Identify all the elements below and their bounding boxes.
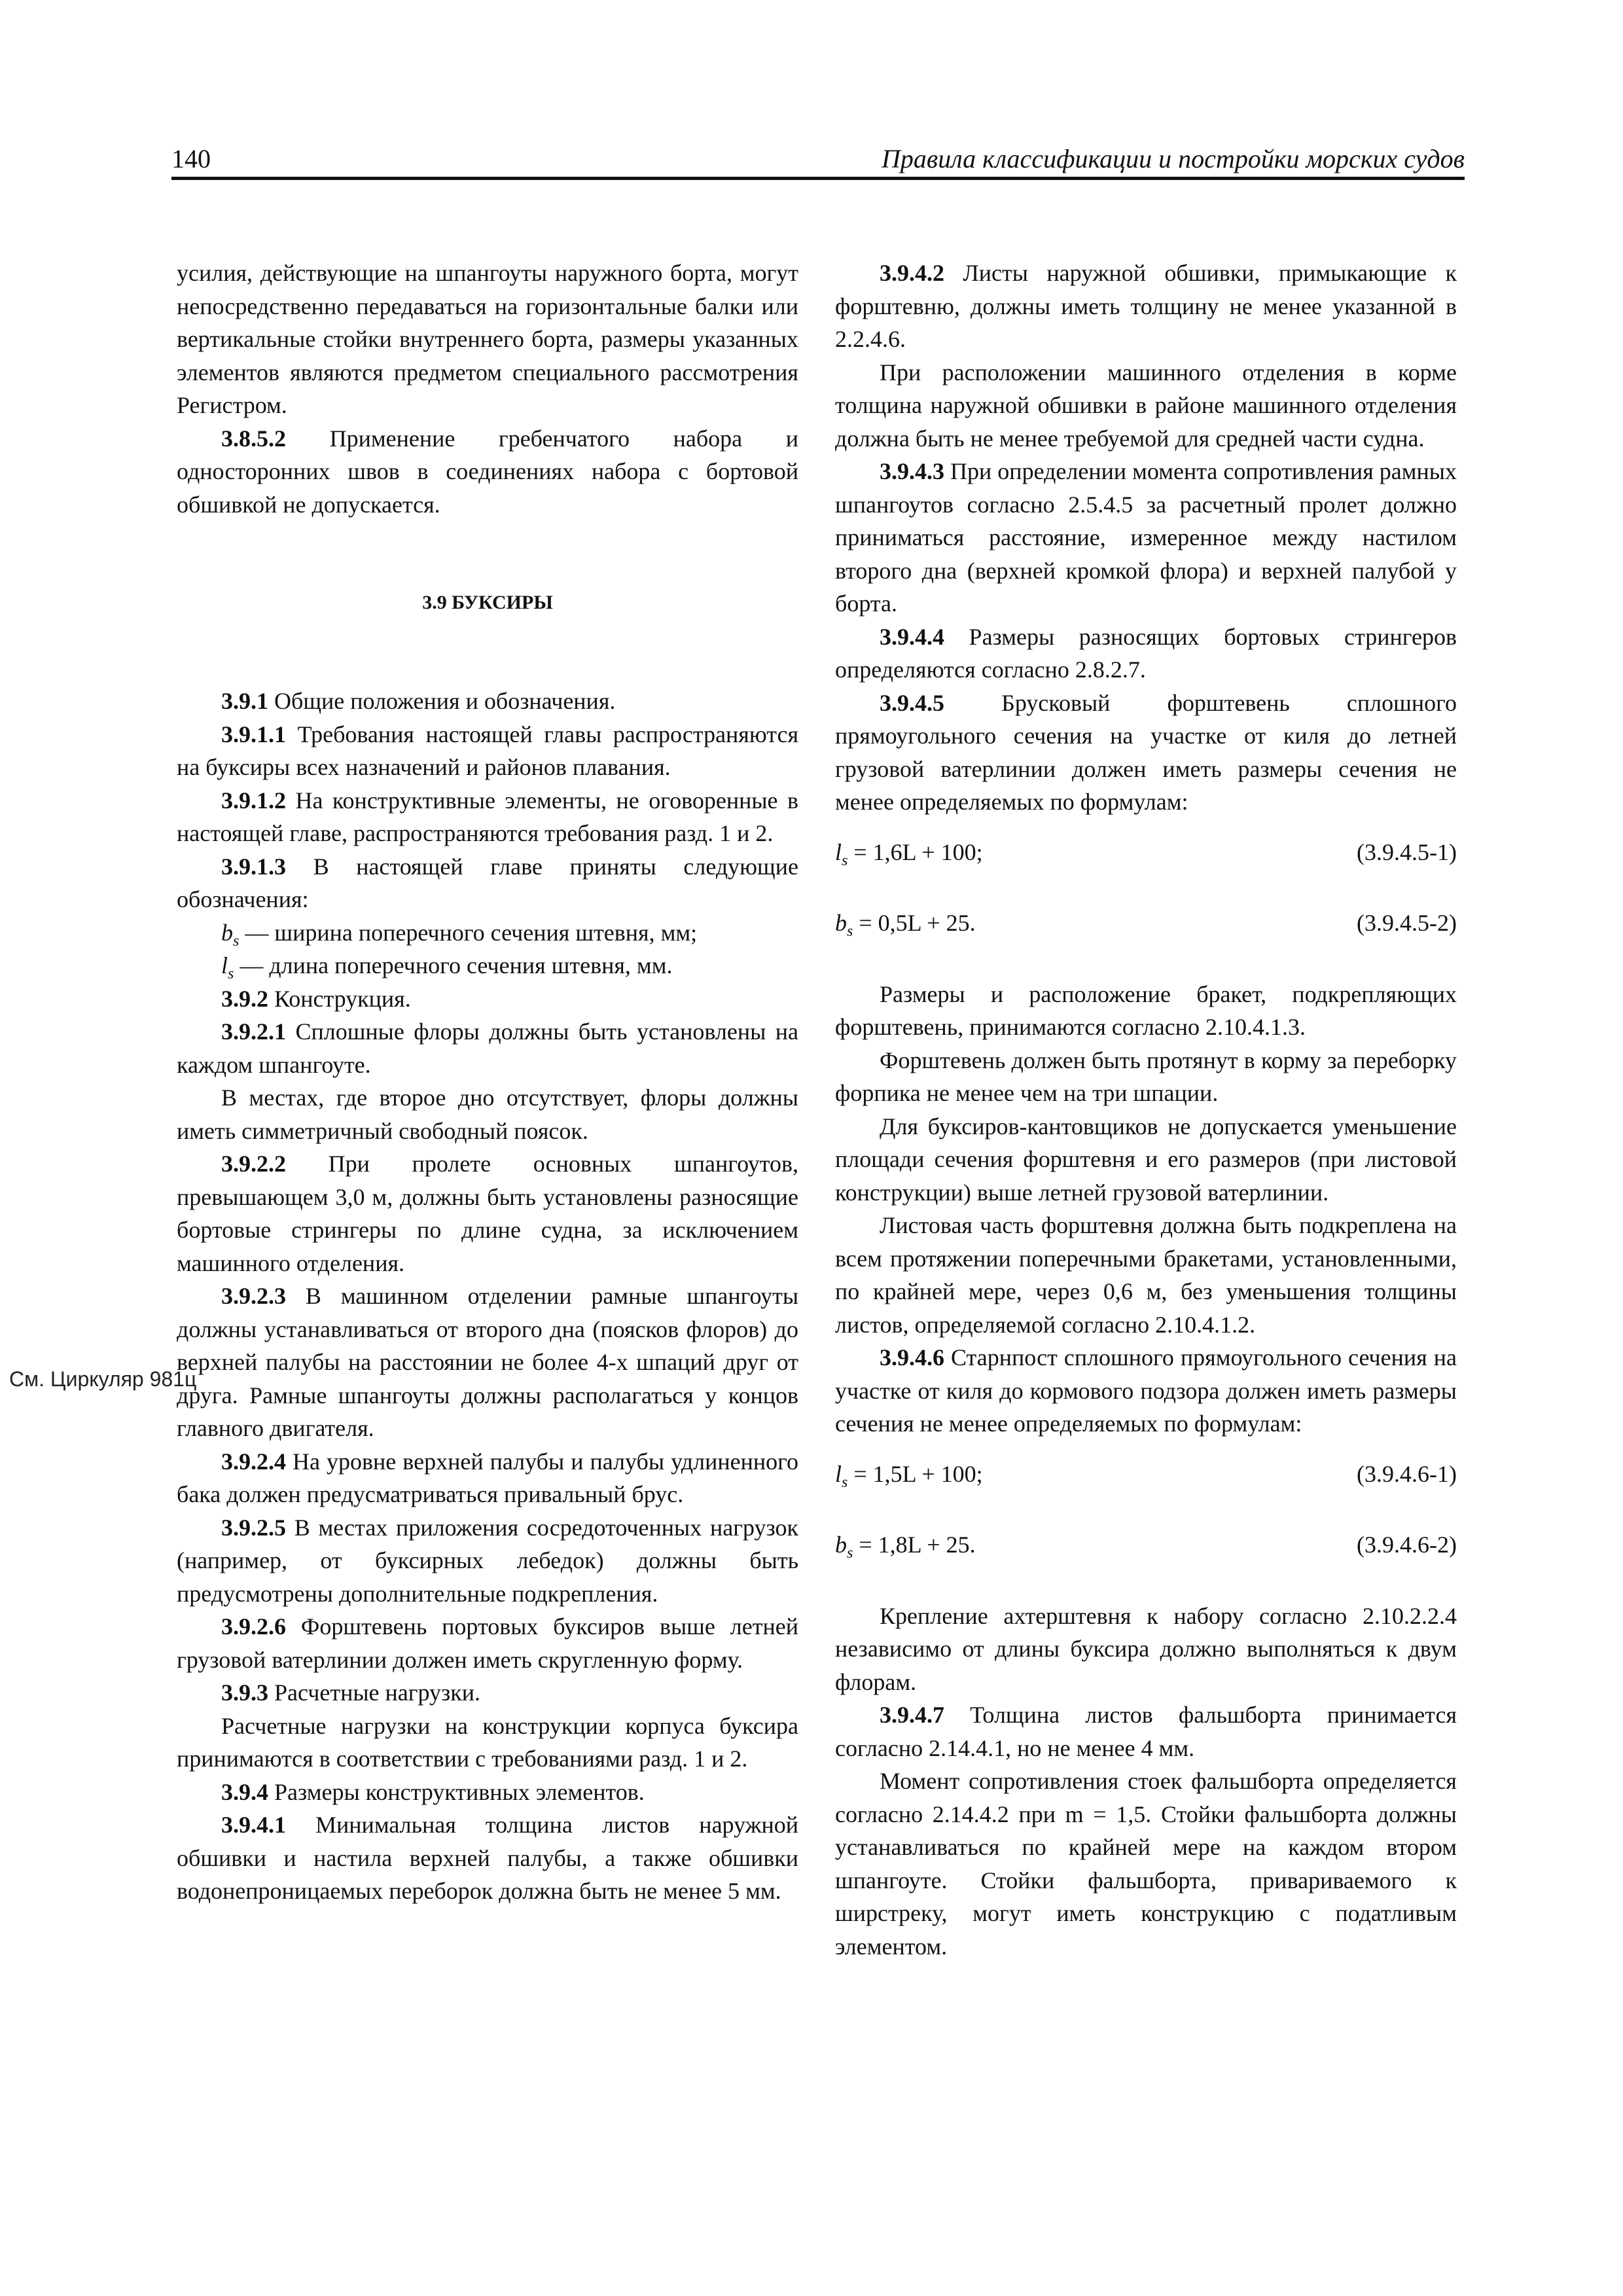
paragraph-3-9-4-1: [177, 1808, 798, 1908]
paragraph-3-9-1-3: [177, 850, 798, 916]
clause-text: Размеры конструктивных элементов.: [268, 1778, 645, 1805]
paragraph-3-9-3-b: Расчетные нагрузки на конструкции корпуса буксира принимаются в соответствии с требованиями разд. 1 и 2.: [177, 1712, 798, 1772]
formula-subscript: s: [842, 852, 848, 869]
page-number: 140: [171, 144, 211, 173]
paragraph-3-9-4-2-b: При расположении машинного отделения в корме толщина наружной обшивки в районе машинного отделения должна быть не менее требуемой для средней части судна.: [835, 359, 1457, 452]
clause-number: 3.9.2.3: [221, 1283, 286, 1309]
formula-expression: [835, 836, 983, 869]
clause-text: Конструкция.: [268, 985, 411, 1012]
formula-subscript: s: [842, 1473, 848, 1491]
paragraph-3-9-2-6: [177, 1610, 798, 1676]
clause-number: 3.9.4.5: [880, 689, 944, 716]
formula-symbol: l: [835, 1460, 842, 1487]
paragraph-3-8-5-2: [177, 422, 798, 522]
definition-ls: [177, 949, 798, 982]
formula-number: (3.9.4.6-2): [1357, 1532, 1457, 1558]
clause-text: При определении момента сопротивления рамных шпангоутов согласно 2.5.4.5 за расчетный пролет должно приниматься расстояние, измеренное между настилом второго дна (верхней кромкой флора) и верхней палубой у борта.: [835, 458, 1457, 617]
paragraph-3-9-1: [177, 685, 798, 718]
formula-rhs: = 1,6L + 100;: [847, 838, 983, 865]
paragraph-3-9-2-2: [177, 1147, 798, 1280]
clause-text: В настоящей главе приняты следующие обозначения:: [177, 853, 798, 912]
paragraph-3-9-4: [177, 1776, 798, 1809]
section-title: 3.9 БУКСИРЫ: [422, 592, 553, 613]
paragraph-plate-stem: Листовая часть форштевня должна быть подкреплена на всем протяжении поперечными бракетами, установленными, по крайней мере, через 0,6 м, без уменьшения толщины листов, определяемой согласно 2.10.4.1.2.: [835, 1212, 1457, 1338]
formula-expression: [835, 1458, 983, 1491]
paragraph-sternpost-fixing: Крепление ахтерштевня к набору согласно 2.10.2.2.4 независимо от длины буксира должно выполняться к двум флорам.: [835, 1602, 1457, 1695]
symbol-subscript: s: [228, 965, 234, 983]
formula-rhs: = 0,5L + 25.: [853, 910, 976, 936]
clause-text: При пролете основных шпангоутов, превышающем 3,0 м, должны быть установлены разносящие бортовые стрингеры по длине судна, за исключением машинного отделения.: [177, 1151, 798, 1276]
formula-symbol: l: [835, 838, 842, 865]
paragraph-3-9-1-1: [177, 718, 798, 784]
clause-number: 3.9.4.6: [880, 1344, 944, 1371]
formula-number: (3.9.4.5-2): [1357, 910, 1457, 936]
paragraph-3-9-2-1: [177, 1015, 798, 1081]
running-title: Правила классификации и постройки морских судов: [881, 144, 1465, 173]
clause-text: Применение гребенчатого набора и односторонних швов в соединениях набора с бортовой обшивкой не допускается.: [177, 425, 798, 518]
clause-number: 3.9.3: [221, 1679, 268, 1706]
clause-text: На уровне верхней палубы и палубы удлиненного бака должен предусматриваться привальный брус.: [177, 1448, 798, 1507]
definition-text: — ширина поперечного сечения штевня, мм;: [239, 919, 698, 946]
left-column: [177, 257, 798, 1908]
clause-number: 3.9.4.4: [880, 623, 944, 650]
clause-number: 3.9.4.2: [880, 260, 944, 286]
paragraph-3-9-2-5: [177, 1511, 798, 1611]
clause-text: На конструктивные элементы, не оговоренные в настоящей главе, распространяются требования разд. 1 и 2.: [177, 787, 798, 846]
header-rule: [171, 177, 1465, 180]
clause-text: Расчетные нагрузки.: [268, 1679, 481, 1706]
paragraph-3-9-4-6: [835, 1341, 1457, 1441]
clause-number: 3.9.2.5: [221, 1514, 286, 1541]
clause-number: 3.9.2.4: [221, 1448, 286, 1475]
clause-text: Форштевень портовых буксиров выше летней грузовой ватерлинии должен иметь скругленную форму.: [177, 1613, 798, 1673]
formula-3-9-4-5-1: [835, 836, 1457, 869]
paragraph-forepeak: Форштевень должен быть протянут в корму за переборку форпика не менее чем на три шпации.: [835, 1047, 1457, 1106]
clause-number: 3.9.4.7: [880, 1702, 944, 1728]
clause-text: Сплошные флоры должны быть установлены на каждом шпангоуте.: [177, 1018, 798, 1078]
clause-text: Требования настоящей главы распространяются на буксиры всех назначений и районов плавания.: [177, 721, 798, 780]
clause-number: 3.9.2.2: [221, 1151, 286, 1177]
clause-number: 3.9.1: [221, 688, 268, 714]
clause-text: Общие положения и обозначения.: [268, 688, 616, 714]
symbol: b: [221, 919, 233, 946]
definition-bs: [177, 916, 798, 950]
clause-text: В машинном отделении рамные шпангоуты должны устанавливаться от второго дна (поясков флоров) до верхней палубы на расстоянии не более 4-х шпаций друг от друга. Рамные шпангоуты должны располагаться у концов главного двигателя.: [177, 1283, 798, 1441]
symbol-subscript: s: [233, 932, 240, 950]
clause-number: 3.8.5.2: [221, 425, 286, 452]
paragraph-3-9-1-2: [177, 784, 798, 850]
clause-number: 3.9.1.2: [221, 787, 286, 814]
clause-number: 3.9.4.1: [221, 1812, 286, 1838]
formula-subscript: s: [847, 1545, 853, 1562]
formula-3-9-4-6-1: [835, 1458, 1457, 1491]
formula-rhs: = 1,8L + 25.: [853, 1532, 976, 1558]
definition-text: — длина поперечного сечения штевня, мм.: [234, 952, 673, 978]
paragraph-3-9-4-3: [835, 455, 1457, 620]
paragraph-intro: усилия, действующие на шпангоуты наружного борта, могут непосредственно передаваться на горизонтальные балки или вертикальные стойки внутреннего борта, размеры указанных элементов являются предметом специального рассмотрения Регистром.: [177, 260, 798, 418]
paragraph-3-9-3: [177, 1676, 798, 1710]
formula-expression: [835, 906, 976, 940]
paragraph-3-9-4-4: [835, 620, 1457, 687]
formula-symbol: b: [835, 1532, 847, 1558]
clause-text: Минимальная толщина листов наружной обшивки и настила верхней палубы, а также обшивки водонепроницаемых переборок должна быть не менее 5 мм.: [177, 1812, 798, 1904]
paragraph-3-9-2-3: [177, 1280, 798, 1445]
clause-number: 3.9.2.1: [221, 1018, 286, 1045]
paragraph-3-9-4-2: [835, 257, 1457, 356]
paragraph-3-9-2: [177, 982, 798, 1016]
formula-subscript: s: [847, 923, 853, 941]
formula-3-9-4-6-2: [835, 1528, 1457, 1562]
clause-number: 3.9.2: [221, 985, 268, 1012]
paragraph-3-9-2-1-b: В местах, где второе дно отсутствует, флоры должны иметь симметричный свободный поясок.: [177, 1085, 798, 1144]
paragraph-3-9-4-5: [835, 687, 1457, 819]
formula-expression: [835, 1528, 976, 1562]
clause-number: 3.9.2.6: [221, 1613, 286, 1640]
right-column: [835, 257, 1457, 1963]
symbol: l: [221, 952, 228, 978]
clause-number: 3.9.1.1: [221, 721, 286, 747]
formula-number: (3.9.4.6-1): [1357, 1460, 1457, 1487]
clause-text: Брусковый форштевень сплошного прямоугольного сечения на участке от киля до летней грузовой ватерлинии должен иметь размеры сечения не менее определяемых по формулам:: [835, 689, 1457, 815]
formula-number: (3.9.4.5-1): [1357, 838, 1457, 865]
formula-3-9-4-5-2: [835, 906, 1457, 940]
clause-text: Размеры разносящих бортовых стрингеров определяются согласно 2.8.2.7.: [835, 623, 1457, 683]
paragraph-bulwark-stays: Момент сопротивления стоек фальшборта определяется согласно 2.14.4.2 при m = 1,5. Стойки фальшборта должны устанавливаться по крайней мере на каждом втором шпангоуте. Стойки фальшборта, привариваемого к ширстреку, могут иметь конструкцию с податливым элементом.: [835, 1768, 1457, 1960]
paragraph-tug-kantov: Для буксиров-кантовщиков не допускается уменьшение площади сечения форштевня и его размеров (при листовой конструкции) выше летней грузовой ватерлинии.: [835, 1113, 1457, 1206]
paragraph-3-9-2-4: [177, 1445, 798, 1511]
clause-text: В местах приложения сосредоточенных нагрузок (например, от буксирных лебедок) должны быть предусмотрены дополнительные подкрепления.: [177, 1514, 798, 1607]
paragraph-3-9-4-7: [835, 1698, 1457, 1765]
margin-note: См. Циркуляр 981ц: [9, 1367, 197, 1391]
clause-number: 3.9.1.3: [221, 853, 286, 880]
clause-text: Толщина листов фальшборта принимается согласно 2.14.4.1, но не менее 4 мм.: [835, 1702, 1457, 1761]
page-header: [171, 143, 1465, 182]
formula-rhs: = 1,5L + 100;: [847, 1460, 983, 1487]
clause-text: Листы наружной обшивки, примыкающие к форштевню, должны иметь толщину не менее указанной в 2.2.4.6.: [835, 260, 1457, 352]
formula-symbol: b: [835, 910, 847, 936]
paragraph-brackets: Размеры и расположение бракет, подкрепляющих форштевень, принимаются согласно 2.10.4.1.3.: [835, 980, 1457, 1040]
clause-number: 3.9.4.3: [880, 458, 944, 484]
clause-number: 3.9.4: [221, 1778, 268, 1805]
clause-text: Старнпост сплошного прямоугольного сечения на участке от киля до кормового подзора должен иметь размеры сечения не менее определяемых по формулам:: [835, 1344, 1457, 1437]
